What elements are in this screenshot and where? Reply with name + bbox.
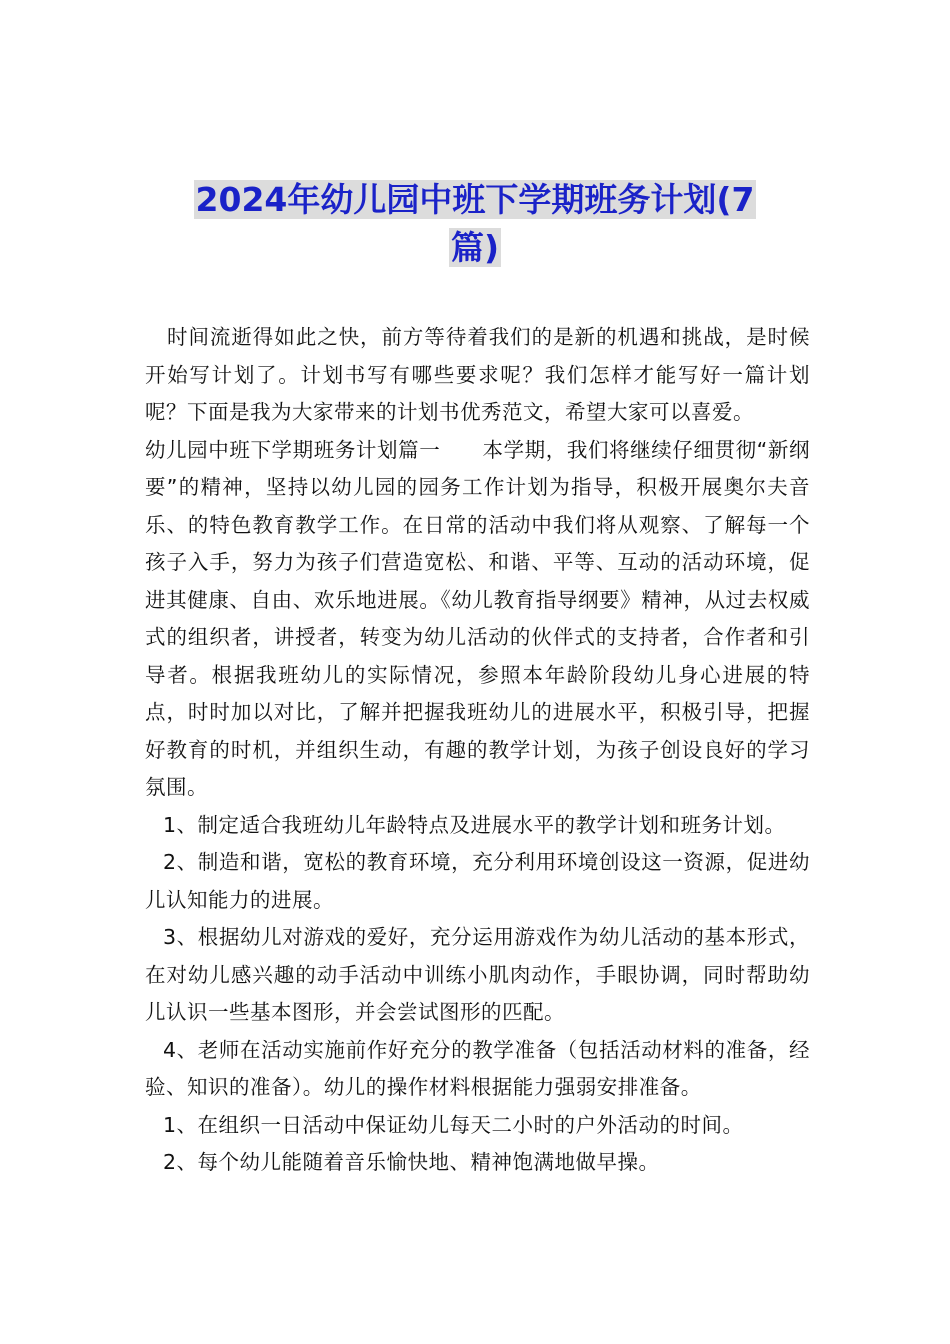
section-one-paragraph: 幼儿园中班下学期班务计划篇一 本学期，我们将继续仔细贯彻“新纲要”的精神，坚持以幼儿园的园务工作计划为指导，积极开展奥尔夫音乐、的特色教育教学工作。在日常的活动中我们将从观察、了解每一个孩子入手，努力为孩子们营造宽松、和谐、平等、互动的活动环境，促进其健康、自由、欢乐地进展。《幼儿教育指导纲要》精神，从过去权威式的组织者，讲授者，转变为幼儿活动的伙伴式的支持者，合作者和引导者。根据我班幼儿的实际情况，参照本年龄阶段幼儿身心进展的特点，时时加以对比，了解并把握我班幼儿的进展水平，积极引导，把握好教育的时机，并组织生动，有趣的教学计划，为孩子创设良好的学习氛围。 [145,437,810,799]
title-line-2: 篇) [450,228,500,267]
document-title [150,176,800,272]
list-item: 1、制定适合我班幼儿年龄特点及进展水平的教学计划和班务计划。 [163,812,786,837]
list-item: 1、在组织一日活动中保证幼儿每天二小时的户外活动的时间。 [163,1112,744,1137]
list-item: 3、根据幼儿对游戏的爱好，充分运用游戏作为幼儿活动的基本形式，在对幼儿感兴趣的动手活动中训练小肌肉动作，手眼协调，同时帮助幼儿认识一些基本图形，并会尝试图形的匹配。 [145,925,810,1024]
intro-paragraph: 时间流逝得如此之快，前方等待着我们的是新的机遇和挑战，是时候开始写计划了。计划书写有哪些要求呢？我们怎样才能写好一篇计划呢？下面是我为大家带来的计划书优秀范文，希望大家可以喜爱。 [145,325,810,424]
list-item: 2、制造和谐，宽松的教育环境，充分利用环境创设这一资源，促进幼儿认知能力的进展。 [145,850,810,912]
list-item: 2、每个幼儿能随着音乐愉快地、精神饱满地做早操。 [163,1150,660,1174]
title-line-1: 2024年幼儿园中班下学期班务计划(7 [195,180,755,219]
list-item: 4、老师在活动实施前作好充分的教学准备（包括活动材料的准备，经验、知识的准备）。幼儿的操作材料根据能力强弱安排准备。 [145,1037,810,1099]
document-body [145,319,810,1182]
